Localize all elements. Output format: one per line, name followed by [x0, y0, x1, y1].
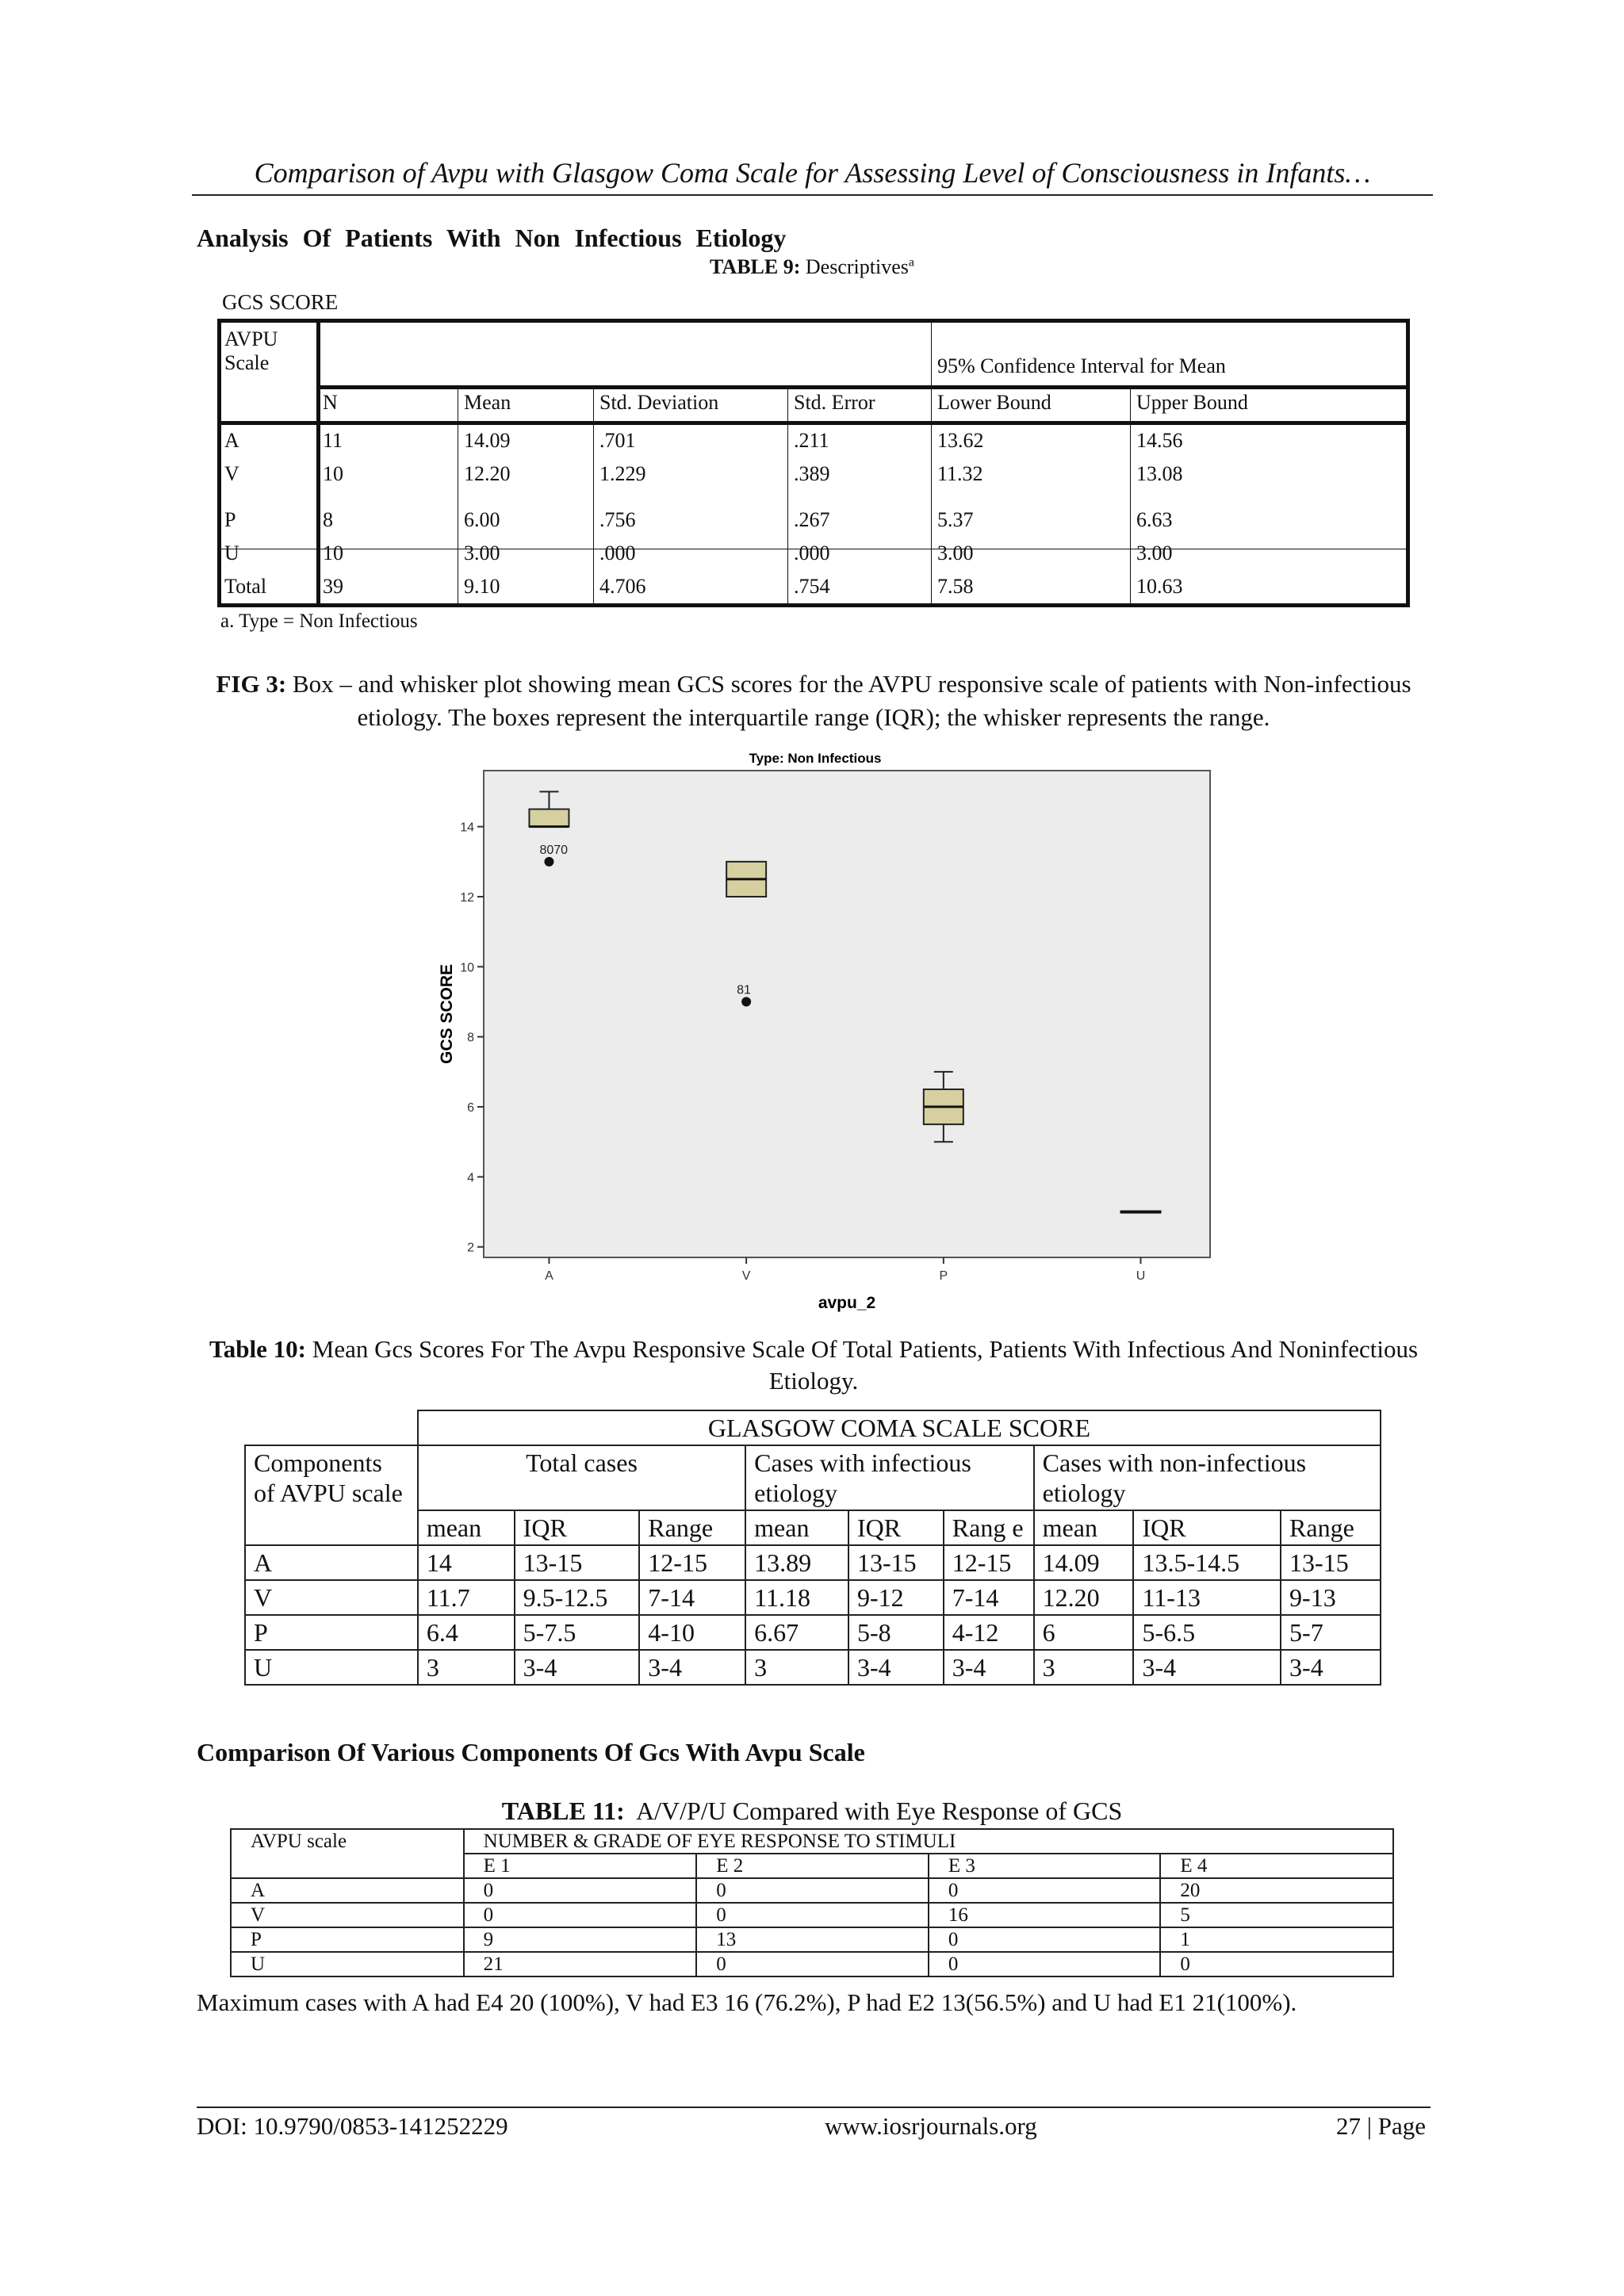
table9-cell: .000 [599, 541, 636, 564]
table10-top-header-row [245, 1410, 1381, 1445]
table11-cell: 0 [696, 1878, 929, 1903]
figure3-caption-text: Box – and whisker plot showing mean GCS scores for the AVPU responsive scale of patients with Non-infectious etiology. The boxes represent the interquartile range (IQR); the whisker represents the range. [292, 670, 1411, 731]
table11-cell: 0 [464, 1878, 697, 1903]
table11-cell: 5 [1160, 1903, 1393, 1927]
table10-cell: 12-15 [639, 1545, 745, 1580]
table10-row-label: P [245, 1615, 418, 1650]
x-tick-label: V [741, 1269, 751, 1283]
table-row [231, 1878, 1393, 1903]
y-tick-label: 6 [467, 1101, 474, 1115]
table11-cell: 0 [929, 1927, 1161, 1952]
table10-cell: 4-12 [944, 1615, 1034, 1650]
table9-cell: 3.00 [464, 541, 500, 564]
table9-col-divider [931, 323, 932, 603]
table10-subheader: Range [639, 1510, 745, 1545]
y-tick-label: 14 [460, 821, 474, 835]
table9-cell: 9.10 [464, 575, 500, 598]
table10-subheader: IQR [515, 1510, 640, 1545]
table-row [231, 1927, 1393, 1952]
boxplot-chart [428, 747, 1221, 1318]
table10-subheader: mean [1034, 1510, 1134, 1545]
table10-group-noninfectious: Cases with non-infectious etiology [1034, 1445, 1381, 1510]
table11-row-label: A [231, 1878, 464, 1903]
table10-group-header-row [245, 1445, 1381, 1510]
running-header: Comparison of Avpu with Glasgow Coma Scale for Assessing Level of Consciousness in Infants… [254, 157, 1371, 189]
y-tick-label: 2 [467, 1241, 474, 1255]
table9-cell: 3.00 [937, 541, 974, 564]
table11-caption [0, 1797, 1624, 1826]
outlier-point-A [544, 857, 553, 867]
y-tick-label: 12 [460, 891, 474, 905]
table9-cell: 10 [323, 541, 343, 564]
table10-caption-text: Mean Gcs Scores For The Avpu Responsive Scale Of Total Patients, Patients With Infectious And Noninfectious Etiology. [312, 1335, 1419, 1395]
table9-stub-header: AVPU Scale [224, 327, 278, 374]
x-tick-label: A [545, 1269, 553, 1283]
table11-cell: 0 [1160, 1952, 1393, 1976]
table9-cell: 5.37 [937, 508, 974, 531]
table11-caption-text: A/V/P/U Compared with Eye Response of GCS [635, 1797, 1123, 1825]
figure3-caption [197, 668, 1431, 734]
table9 [217, 319, 1410, 607]
table9-header-rule [316, 385, 1406, 389]
table9-ci-header: 95% Confidence Interval for Mean [937, 354, 1226, 377]
table9-cell: 4.706 [599, 575, 646, 598]
x-axis-label: avpu_2 [818, 1294, 876, 1312]
table9-cell: 10.63 [1136, 575, 1183, 598]
table9-cell: .389 [794, 462, 830, 485]
table9-stub-divider [316, 323, 320, 603]
table9-caption [0, 255, 1624, 279]
table10-cell: 9.5-12.5 [515, 1580, 640, 1615]
table9-col-se: Std. Error [794, 391, 875, 414]
table11-row-label: V [231, 1903, 464, 1927]
table10-cell: 11-13 [1133, 1580, 1281, 1615]
table11-cell: 0 [696, 1903, 929, 1927]
footer-doi: DOI: 10.9790/0853-141252229 [197, 2112, 508, 2140]
table9-footnote: a. Type = Non Infectious [220, 610, 418, 632]
footer-page-number: 27 | Page [1336, 2112, 1426, 2140]
table11-group-header: NUMBER & GRADE OF EYE RESPONSE TO STIMULI [464, 1829, 1393, 1854]
table11-caption-label: TABLE 11: [501, 1797, 625, 1825]
table10-caption-label: Table 10: [209, 1335, 306, 1363]
table11-col-header: E 3 [929, 1854, 1161, 1878]
outlier-label-A: 8070 [539, 843, 569, 857]
table11-cell: 0 [696, 1952, 929, 1976]
table10-row-label: V [245, 1580, 418, 1615]
table9-cell: .211 [794, 429, 829, 452]
table9-row-label: A [224, 429, 239, 452]
table9-row-label: U [224, 541, 239, 564]
table10-cell: 3 [745, 1650, 848, 1685]
table10-cell: 3-4 [1281, 1650, 1381, 1685]
table9-col-sd: Std. Deviation [599, 391, 719, 414]
table10-cell: 9-13 [1281, 1580, 1381, 1615]
table9-cell: .754 [794, 575, 830, 598]
y-tick-label: 10 [460, 961, 474, 975]
x-axis [545, 1257, 1145, 1283]
table9-cell: .756 [599, 508, 636, 531]
table10-group-total: Total cases [418, 1445, 745, 1510]
table10-cell: 5-6.5 [1133, 1615, 1281, 1650]
footer-site-link[interactable]: www.iosrjournals.org [825, 2112, 1037, 2140]
table10-cell: 14.09 [1034, 1545, 1134, 1580]
table10 [244, 1410, 1381, 1686]
table10-cell: 6.4 [418, 1615, 515, 1650]
table9-cell: 11 [323, 429, 343, 452]
table11-row-label: U [231, 1952, 464, 1976]
table11-cell: 16 [929, 1903, 1161, 1927]
table11-col-header: E 1 [464, 1854, 697, 1878]
table11-cell: 0 [464, 1903, 697, 1927]
table9-cell: 7.58 [937, 575, 974, 598]
table9-caption-text: Descriptives [805, 255, 909, 278]
table-row [231, 1952, 1393, 1976]
table11-cell: 20 [1160, 1878, 1393, 1903]
table10-cell: 3-4 [515, 1650, 640, 1685]
table11-cell: 1 [1160, 1927, 1393, 1952]
table10-cell: 3-4 [848, 1650, 944, 1685]
table11-group-header-row [231, 1829, 1393, 1854]
table9-cell: .000 [794, 541, 830, 564]
figure3-label: FIG 3: [216, 670, 287, 698]
header-rule [192, 194, 1433, 196]
box-A [529, 809, 569, 827]
footer-rule [197, 2107, 1431, 2108]
table10-cell: 13-15 [515, 1545, 640, 1580]
table9-cell: 13.62 [937, 429, 984, 452]
table10-top-header: GLASGOW COMA SCALE SCORE [418, 1410, 1381, 1445]
table10-subheader: IQR [848, 1510, 944, 1545]
table10-row-label: U [245, 1650, 418, 1685]
table9-body-rule [221, 421, 1406, 425]
table10-cell: 12.20 [1034, 1580, 1134, 1615]
table11-col-header: E 2 [696, 1854, 929, 1878]
table10-subheader: Rang e [944, 1510, 1034, 1545]
table10-subheader: IQR [1133, 1510, 1281, 1545]
table-row [245, 1615, 1381, 1650]
table9-cell: 8 [323, 508, 333, 531]
table10-cell: 5-8 [848, 1615, 944, 1650]
table10-cell: 13-15 [1281, 1545, 1381, 1580]
table-row [245, 1545, 1381, 1580]
summary-paragraph: Maximum cases with A had E4 20 (100%), V had E3 16 (76.2%), P had E2 13(56.5%) and U had E1 21(100%). [197, 1988, 1297, 2016]
y-axis-label: GCS SCORE [438, 963, 456, 1065]
section-heading-comparison: Comparison Of Various Components Of Gcs With Avpu Scale [197, 1738, 865, 1766]
table9-col-divider [787, 388, 788, 603]
table11-cell: 0 [929, 1878, 1161, 1903]
table10-cell: 3-4 [1133, 1650, 1281, 1685]
table9-col-n: N [323, 391, 338, 414]
table10-cell: 14 [418, 1545, 515, 1580]
table-row [231, 1903, 1393, 1927]
table10-cell: 6 [1034, 1615, 1134, 1650]
table10-subheader: mean [745, 1510, 848, 1545]
table9-col-divider [593, 388, 594, 603]
x-tick-label: P [939, 1269, 948, 1283]
table9-cell: 6.00 [464, 508, 500, 531]
section-heading-non-infectious: Analysis Of Patients With Non Infectious Etiology [197, 224, 787, 252]
table10-subheader: mean [418, 1510, 515, 1545]
table-row [245, 1580, 1381, 1615]
table10-cell: 9-12 [848, 1580, 944, 1615]
table9-col-lower: Lower Bound [937, 391, 1051, 414]
table10-blank-cell [245, 1410, 418, 1445]
table9-cell: 39 [323, 575, 343, 598]
table10-cell: 4-10 [639, 1615, 745, 1650]
table9-cell: 14.09 [464, 429, 511, 452]
table10-cell: 3 [1034, 1650, 1134, 1685]
table11-stub-header: AVPU scale [231, 1829, 464, 1878]
table10-row-label: A [245, 1545, 418, 1580]
table9-cell: 14.56 [1136, 429, 1183, 452]
table10-cell: 13.89 [745, 1545, 848, 1580]
table9-cell: .267 [794, 508, 830, 531]
table9-cell: 12.20 [464, 462, 511, 485]
table9-cell: 3.00 [1136, 541, 1173, 564]
table9-cell: 11.32 [937, 462, 983, 485]
outlier-label-V: 81 [737, 983, 751, 997]
plot-area [484, 771, 1210, 1257]
table10-cell: 3 [418, 1650, 515, 1685]
table10-cell: 13.5-14.5 [1133, 1545, 1281, 1580]
table10-cell: 5-7.5 [515, 1615, 640, 1650]
table11 [230, 1828, 1394, 1977]
table10-cell: 12-15 [944, 1545, 1034, 1580]
table-row [245, 1650, 1381, 1685]
table10-cell: 7-14 [639, 1580, 745, 1615]
table9-caption-label: TABLE 9: [710, 255, 801, 278]
table11-cell: 0 [929, 1952, 1161, 1976]
table9-cell: 10 [323, 462, 343, 485]
table9-col-mean: Mean [464, 391, 511, 414]
table10-cell: 3-4 [944, 1650, 1034, 1685]
y-tick-label: 4 [467, 1171, 474, 1185]
table9-col-upper: Upper Bound [1136, 391, 1248, 414]
table11-cell: 9 [464, 1927, 697, 1952]
table10-caption [197, 1334, 1431, 1397]
table10-cell: 11.7 [418, 1580, 515, 1615]
table9-caption-sup: a [908, 255, 914, 270]
table9-col-divider [1130, 388, 1131, 603]
table10-stub-header: Components of AVPU scale [245, 1445, 418, 1545]
table10-cell: 13-15 [848, 1545, 944, 1580]
table9-cell: 1.229 [599, 462, 646, 485]
table9-cell: 6.63 [1136, 508, 1173, 531]
table11-cell: 13 [696, 1927, 929, 1952]
table9-cell: .701 [599, 429, 636, 452]
y-axis [460, 821, 484, 1255]
table11-col-header: E 4 [1160, 1854, 1393, 1878]
table9-cell: 13.08 [1136, 462, 1183, 485]
table10-subheader: Range [1281, 1510, 1381, 1545]
table10-group-infectious: Cases with infectious etiology [745, 1445, 1034, 1510]
table11-cell: 21 [464, 1952, 697, 1976]
table9-row-label: V [224, 462, 239, 485]
table10-cell: 11.18 [745, 1580, 848, 1615]
y-tick-label: 8 [467, 1031, 474, 1045]
table9-variable-label: GCS SCORE [222, 290, 339, 314]
table11-row-label: P [231, 1927, 464, 1952]
table10-cell: 7-14 [944, 1580, 1034, 1615]
table10-cell: 5-7 [1281, 1615, 1381, 1650]
table10-cell: 3-4 [639, 1650, 745, 1685]
outlier-point-V [741, 997, 751, 1007]
table9-row-label: P [224, 508, 236, 531]
table10-cell: 6.67 [745, 1615, 848, 1650]
table9-row-label: Total [224, 575, 267, 598]
chart-title: Type: Non Infectious [749, 751, 882, 766]
x-tick-label: U [1136, 1269, 1146, 1283]
